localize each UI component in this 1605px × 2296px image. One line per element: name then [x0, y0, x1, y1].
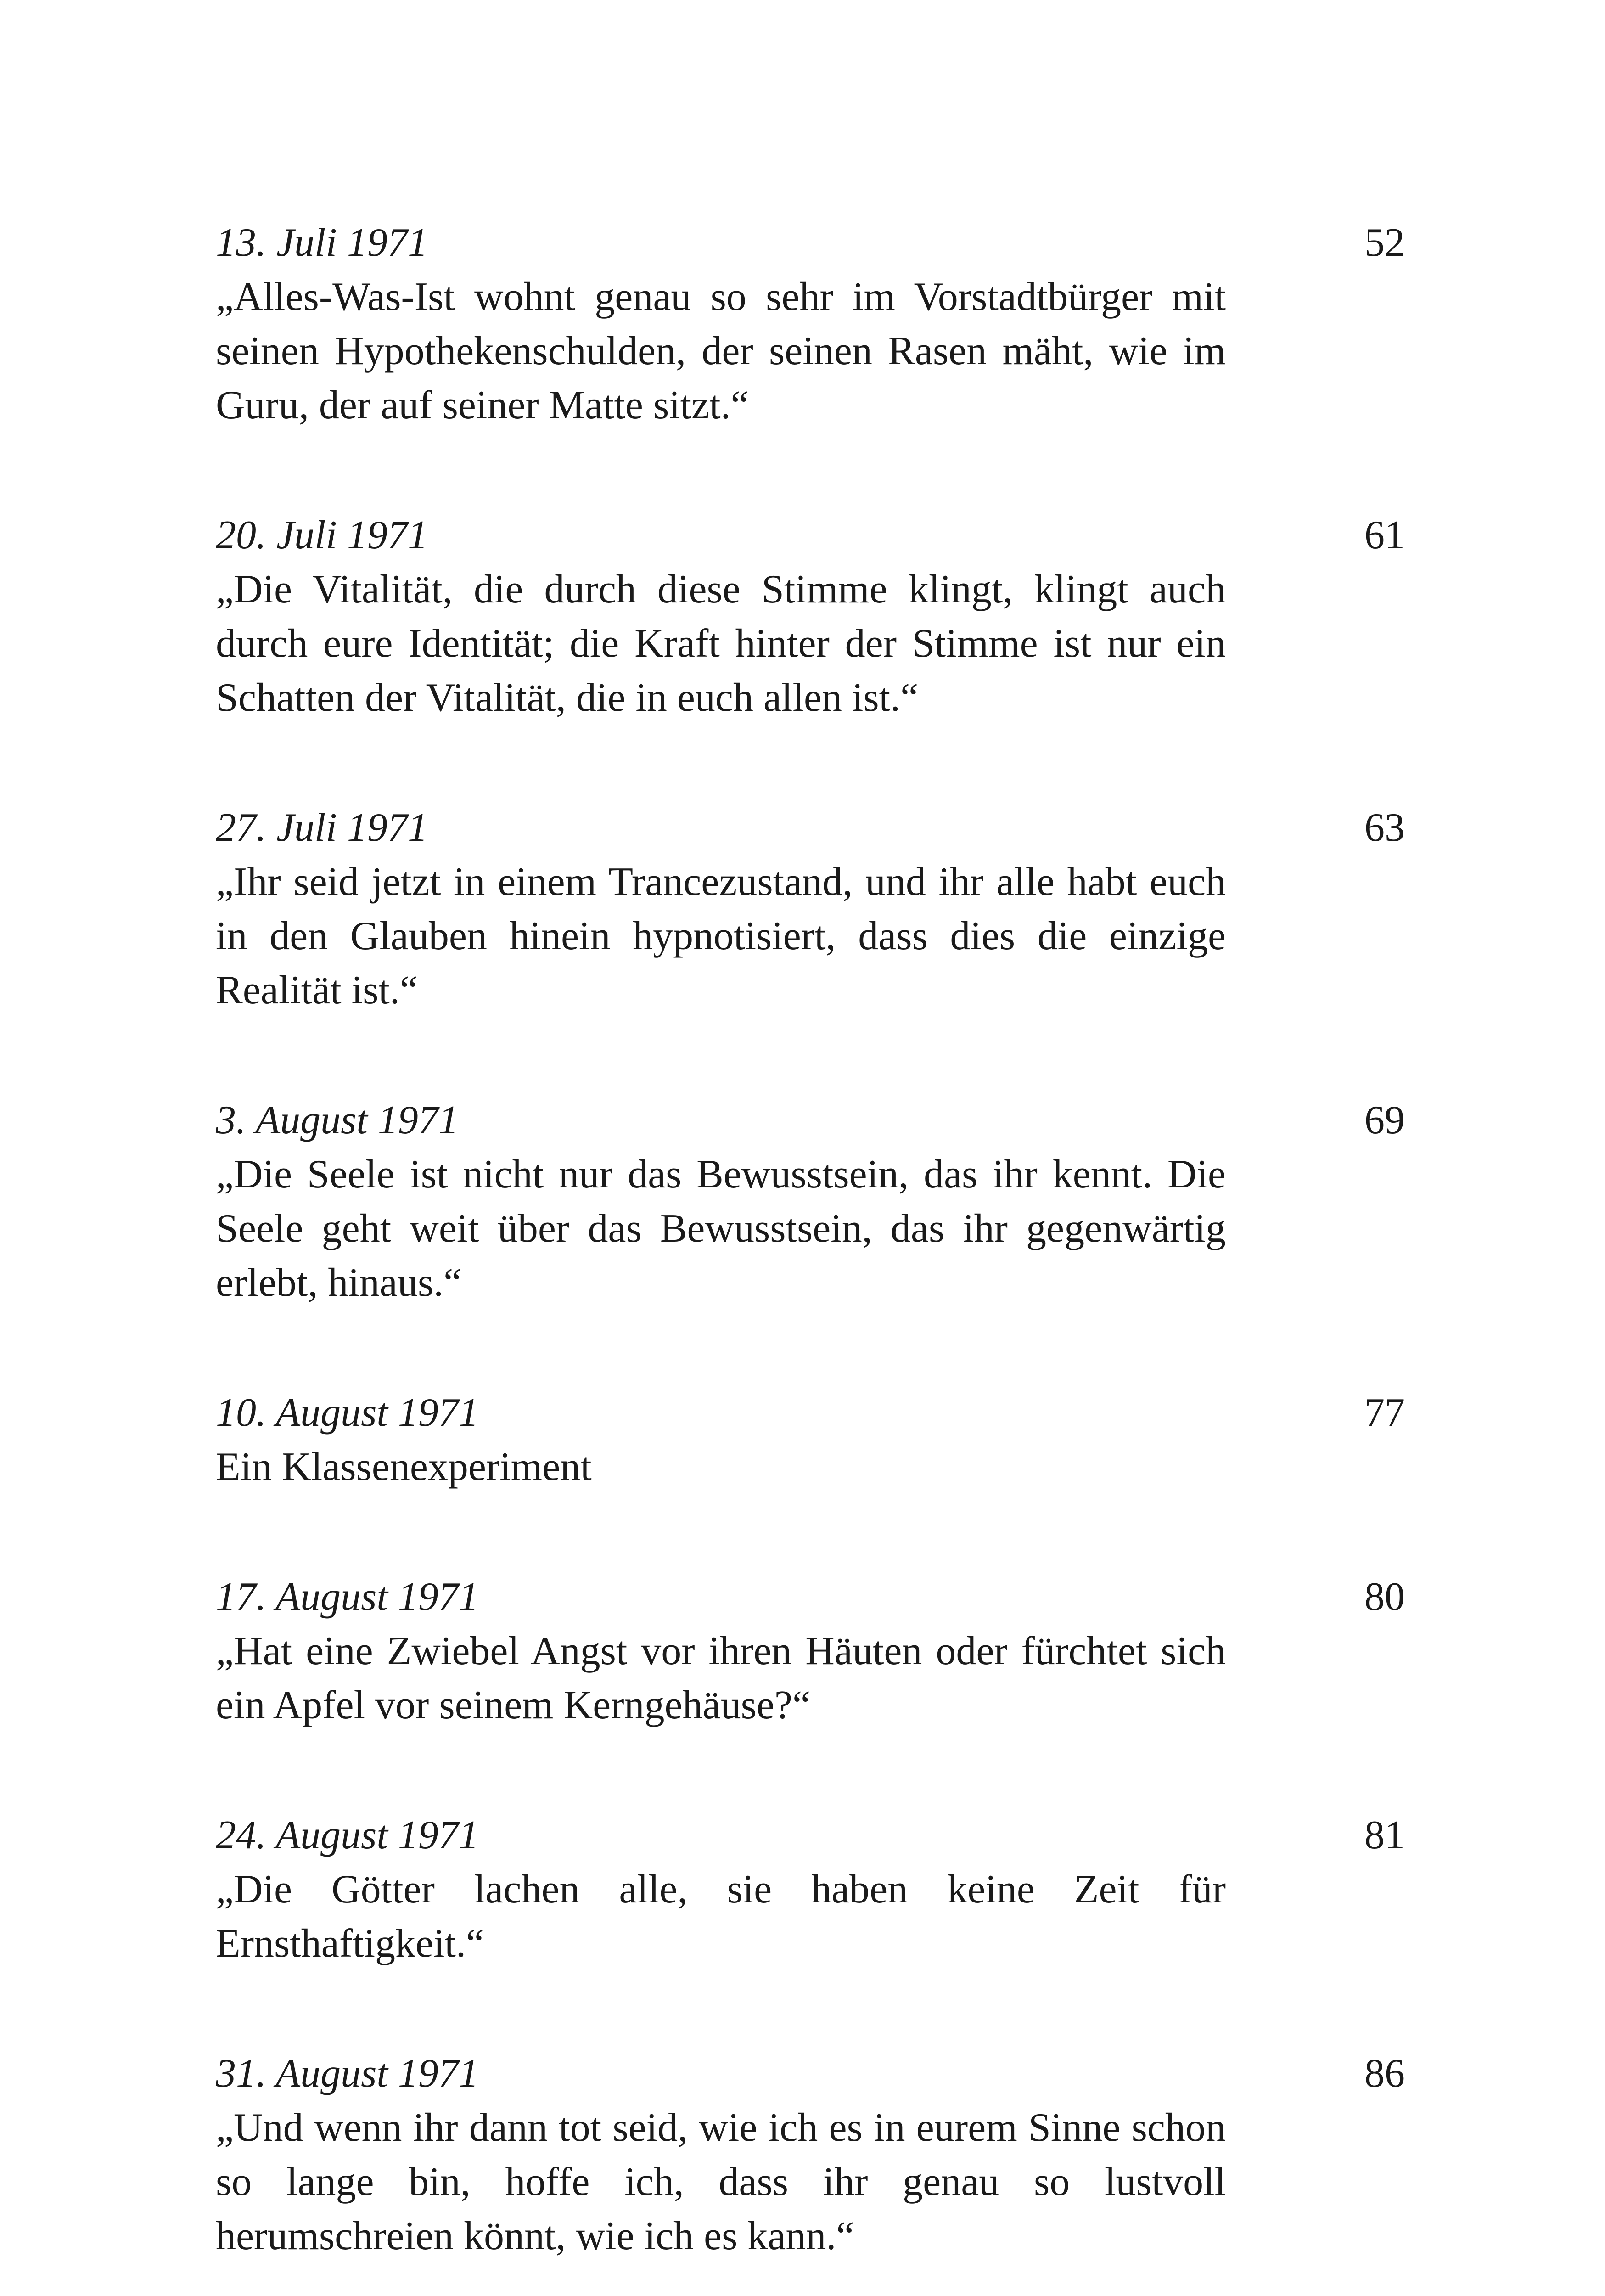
- entry-page-number: 86: [1364, 2051, 1405, 2096]
- toc-entry-header: [216, 1570, 1405, 1624]
- entry-page-number: 69: [1364, 1098, 1405, 1142]
- toc-entry: [216, 1386, 1405, 1494]
- entry-quote: „Alles-Was-Ist wohnt genau so sehr im Vorstadtbürger mit seinen Hypothekenschulden, der seinen Rasen mäht, wie im Guru, der auf seiner Matte sitzt.“: [216, 275, 1226, 428]
- entry-date: 31. August 1971: [216, 2051, 479, 2096]
- entry-quote: „Die Vitalität, die durch diese Stimme klingt, klingt auch durch eure Identität; die Kraft hinter der Stimme ist nur ein Schatten der Vitalität, die in euch allen ist.“: [216, 567, 1226, 720]
- toc-entry-header: [216, 1386, 1405, 1440]
- toc-entry-header: [216, 801, 1405, 855]
- entry-page-number: 81: [1364, 1813, 1405, 1857]
- entry-quote: „Ihr seid jetzt in einem Trancezustand, und ihr alle habt euch in den Glauben hinein hypnotisiert, dass dies die einzige Realität ist.“: [216, 860, 1226, 1013]
- entry-quote: „Die Seele ist nicht nur das Bewusstsein, das ihr kennt. Die Seele geht weit über das Bewusstsein, das ihr gegenwärtig erlebt, hinaus.“: [216, 1152, 1226, 1305]
- entry-page-number: 61: [1364, 513, 1405, 557]
- entry-date: 3. August 1971: [216, 1098, 459, 1142]
- toc-entry: [216, 1570, 1405, 1733]
- toc-entry: [216, 801, 1405, 1018]
- toc-entry: [216, 216, 1405, 433]
- toc-entry: [216, 2047, 1405, 2263]
- toc-entry-header: [216, 1093, 1405, 1148]
- toc-entry: [216, 508, 1405, 725]
- entry-date: 17. August 1971: [216, 1575, 479, 1619]
- entry-date: 13. Juli 1971: [216, 220, 428, 265]
- entry-date: 27. Juli 1971: [216, 805, 428, 850]
- entry-title: Ein Klassenexperiment: [216, 1445, 592, 1489]
- entry-page-number: 80: [1364, 1575, 1405, 1619]
- toc-entry: [216, 1808, 1405, 1971]
- entry-quote: „Die Götter lachen alle, sie haben keine Zeit für Ernsthaftigkeit.“: [216, 1867, 1226, 1966]
- entry-page-number: 63: [1364, 805, 1405, 850]
- table-of-contents: [216, 216, 1405, 2296]
- entry-date: 20. Juli 1971: [216, 513, 428, 557]
- toc-entry-header: [216, 216, 1405, 270]
- toc-entry-header: [216, 508, 1405, 563]
- toc-entry-header: [216, 1808, 1405, 1863]
- toc-entry-header: [216, 2047, 1405, 2101]
- entry-quote: „Und wenn ihr dann tot seid, wie ich es in eurem Sinne schon so lange bin, hoffe ich, dass ihr genau so lustvoll herumschreien könnt, wie ich es kann.“: [216, 2105, 1226, 2258]
- entry-quote: „Hat eine Zwiebel Angst vor ihren Häuten oder fürchtet sich ein Apfel vor seinem Kerngehäuse?“: [216, 1629, 1226, 1728]
- entry-page-number: 77: [1364, 1390, 1405, 1435]
- entry-page-number: 52: [1364, 220, 1405, 265]
- entry-date: 24. August 1971: [216, 1813, 479, 1857]
- entry-date: 10. August 1971: [216, 1390, 479, 1435]
- toc-entry: [216, 1093, 1405, 1310]
